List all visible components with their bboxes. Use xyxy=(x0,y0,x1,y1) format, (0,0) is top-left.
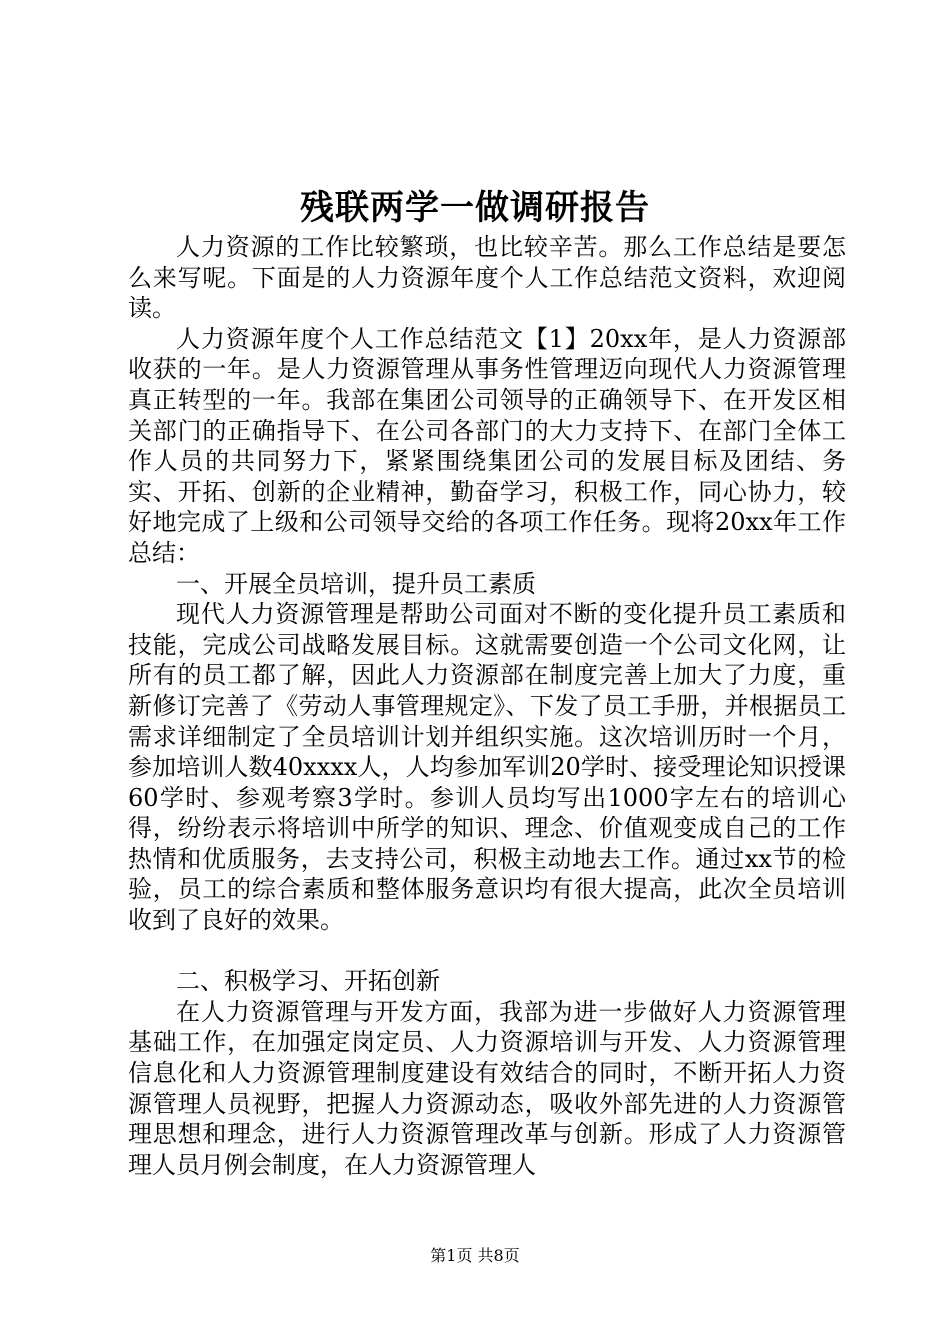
document-title: 残联两学一做调研报告 xyxy=(300,188,650,228)
paragraph-summary: 人力资源年度个人工作总结范文【1】20xx年，是人力资源部收获的一年。是人力资源管理从事务性管理迈向现代人力资源管理真正转型的一年。我部在集团公司领导的正确领导下、在开发区相关部门的正确指导下、在公司各部门的大力支持下、在部门全体工作人员的共同努力下，紧紧围绕集团公司的发展目标及团结、务实、开拓、创新的企业精神，勤奋学习，积极工作，同心协力，较好地完成了上级和公司领导交给的各项工作任务。现将20xx年工作总结： xyxy=(128,324,846,567)
page-footer: 第1页 共8页 xyxy=(430,1246,520,1265)
document-body xyxy=(128,232,846,1180)
paragraph-innovation: 在人力资源管理与开发方面，我部为进一步做好人力资源管理基础工作，在加强定岗定员、人力资源培训与开发、人力资源管理信息化和人力资源管理制度建设有效结合的同时，不断开拓人力资源管理人员视野，把握人力资源动态，吸收外部先进的人力资源管理思想和理念，进行人力资源管理改革与创新。形成了人力资源管理人员月例会制度，在人力资源管理人 xyxy=(128,997,846,1179)
paragraph-intro: 人力资源的工作比较繁琐，也比较辛苦。那么工作总结是要怎么来写呢。下面是的人力资源年度个人工作总结范文资料，欢迎阅读。 xyxy=(128,233,846,323)
paragraph-gap xyxy=(128,936,846,967)
section-heading-training: 一、开展全员培训，提升员工素质 xyxy=(176,569,536,598)
section-heading-innovation: 二、积极学习、开拓创新 xyxy=(176,967,440,996)
paragraph-training: 现代人力资源管理是帮助公司面对不断的变化提升员工素质和技能，完成公司战略发展目标。这就需要创造一个公司文化网，让所有的员工都了解，因此人力资源部在制度完善上加大了力度，重新修订完善了《劳动人事管理规定》、下发了员工手册，并根据员工需求详细制定了全员培训计划并组织实施。这次培训历时一个月，参加培训人数40xxxx人，人均参加军训20学时、接受理论知识授课60学时、参观考察3学时。参训人员均写出1000字左右的培训心得，纷纷表示将培训中所学的知识、理念、价值观变成自己的工作热情和优质服务，去支持公司，积极主动地去工作。通过xx节的检验，员工的综合素质和整体服务意识均有很大提高，此次全员培训收到了良好的效果。 xyxy=(128,600,846,935)
